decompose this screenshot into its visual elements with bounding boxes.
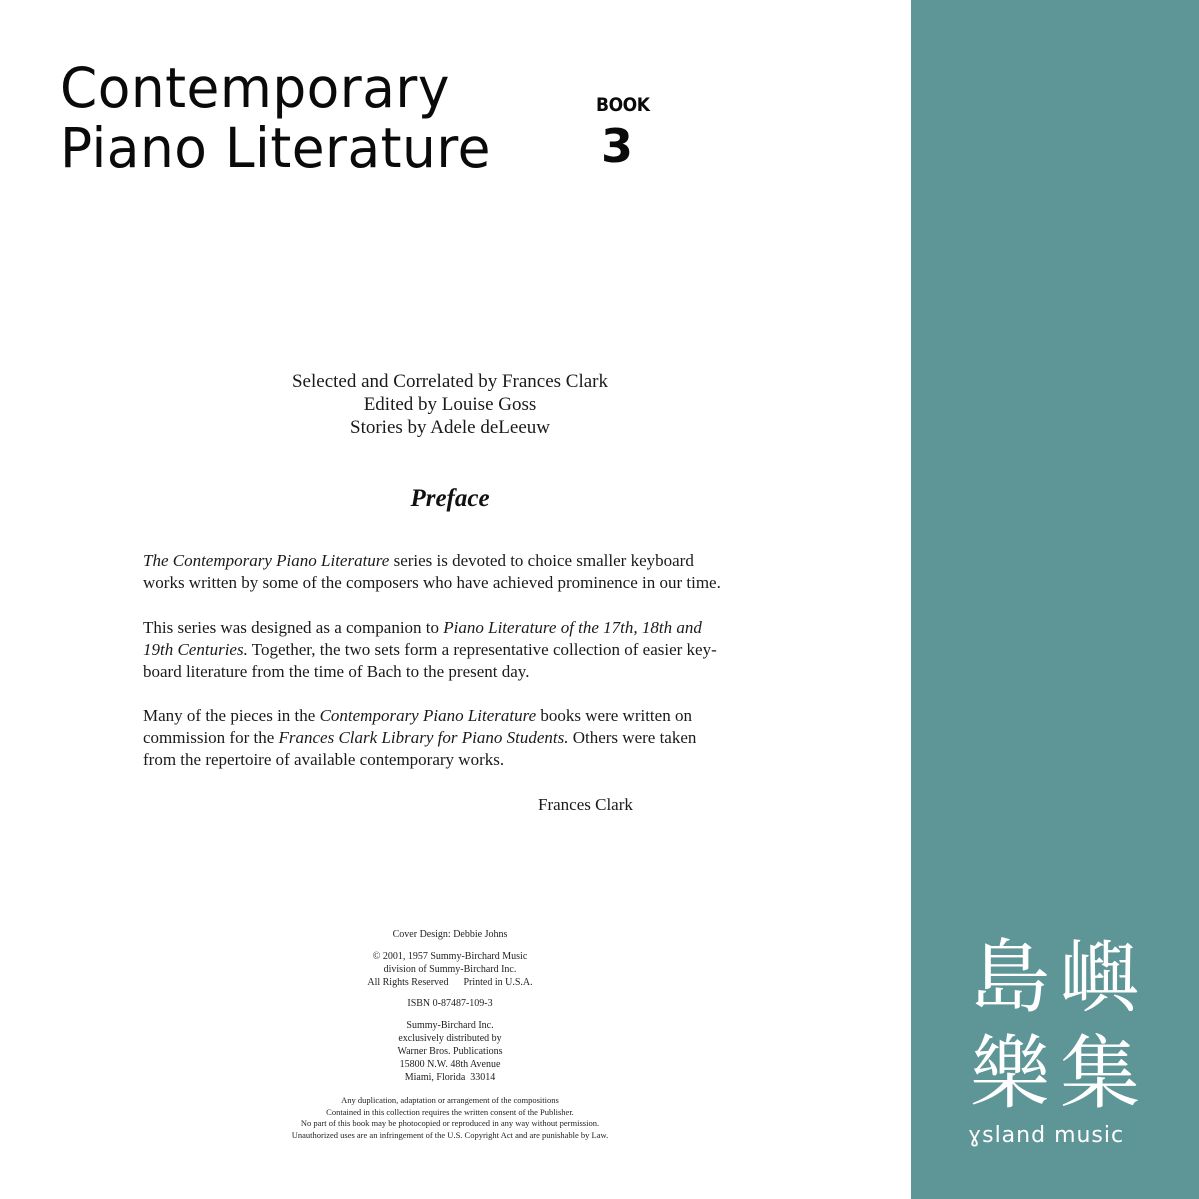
legal-line: Contained in this collection requires the written consent of the Publisher.	[326, 1106, 574, 1117]
preface-paragraph	[143, 550, 763, 594]
paragraph-line	[143, 639, 763, 661]
paragraph-line	[143, 572, 763, 594]
cover-design-credit	[200, 928, 700, 941]
book-title	[60, 58, 491, 178]
book-number: 3	[601, 119, 634, 173]
logo-characters	[966, 930, 1146, 1122]
distribution-line: Summy-Birchard Inc.	[406, 1020, 494, 1031]
title-line-1: Contemporary	[60, 56, 450, 120]
copyright-line: © 2001, 1957 Summy-Birchard Music	[372, 951, 528, 962]
italic-title-text: 19th Centuries.	[143, 640, 248, 659]
title-line-2: Piano Literature	[60, 116, 491, 180]
body-text: Together, the two sets form a representative collection of easier key-	[247, 640, 717, 659]
logo-char-island: 島	[970, 931, 1050, 1024]
body-text: Others were taken	[568, 728, 697, 747]
body-text: board literature from the time of Bach to the present day.	[143, 662, 530, 681]
logo-char-collection: 集	[1060, 1027, 1140, 1120]
italic-title-text: Contemporary Piano Literature	[319, 706, 537, 725]
paragraph-line	[143, 617, 763, 639]
preface-paragraph	[143, 617, 763, 683]
italic-title-text: The Contemporary Piano Literature	[143, 551, 390, 570]
body-text: works written by some of the composers who have achieved prominence in our time.	[143, 573, 721, 592]
credit-edited: Edited by Louise Goss	[363, 394, 537, 415]
credit-stories: Stories by Adele deLeeuw	[350, 417, 550, 438]
paragraph-line	[143, 550, 763, 572]
book-label: BOOK	[596, 94, 650, 116]
italic-title-text: Frances Clark Library for Piano Students.	[278, 728, 569, 747]
logo-subtitle: ɣsland music	[968, 1123, 1125, 1148]
island-music-logo	[966, 930, 1146, 1150]
preface-heading: Preface	[410, 485, 490, 512]
logo-char-islet: 嶼	[1060, 931, 1140, 1024]
legal-line: Any duplication, adaptation or arrangement of the compositions	[341, 1095, 559, 1105]
body-text: commission for the	[143, 728, 279, 747]
copyright-line: All Rights Reserved Printed in U.S.A.	[367, 977, 533, 988]
copyright-notice	[200, 950, 700, 989]
distribution-line: Miami, Florida 33014	[404, 1072, 496, 1083]
paragraph-line	[143, 749, 763, 771]
body-text: Many of the pieces in the	[143, 706, 320, 725]
body-text: from the repertoire of available contemporary works.	[143, 750, 505, 769]
distribution-info	[200, 1019, 700, 1084]
legal-line: Unauthorized uses are an infringement of the U.S. Copyright Act and are punishable by Law.	[291, 1129, 609, 1140]
body-text: This series was designed as a companion to	[143, 618, 444, 637]
credits	[200, 370, 700, 439]
isbn	[200, 997, 700, 1010]
logo-char-music: 樂	[970, 1027, 1050, 1120]
paragraph-line	[143, 727, 763, 749]
preface-signature: Frances Clark	[538, 795, 633, 814]
distribution-line: Warner Bros. Publications	[397, 1046, 503, 1057]
distribution-line: 15800 N.W. 48th Avenue	[399, 1059, 501, 1070]
preface-paragraph	[143, 705, 763, 771]
isbn-text: ISBN 0-87487-109-3	[407, 998, 493, 1009]
paragraph-line	[143, 661, 763, 683]
paragraph-line	[143, 705, 763, 727]
italic-title-text: Piano Literature of the 17th, 18th and	[443, 618, 702, 637]
cover-design-text: Cover Design: Debbie Johns	[392, 929, 508, 940]
legal-line: No part of this book may be photocopied or reproduced in any way without permission.	[300, 1118, 600, 1128]
legal-notice	[200, 1095, 700, 1141]
copyright-line: division of Summy-Birchard Inc.	[383, 964, 517, 975]
credit-selected: Selected and Correlated by Frances Clark	[291, 371, 609, 392]
distribution-line: exclusively distributed by	[398, 1033, 502, 1044]
body-text: series is devoted to choice smaller keyboard	[389, 551, 694, 570]
body-text: books were written on	[536, 706, 692, 725]
